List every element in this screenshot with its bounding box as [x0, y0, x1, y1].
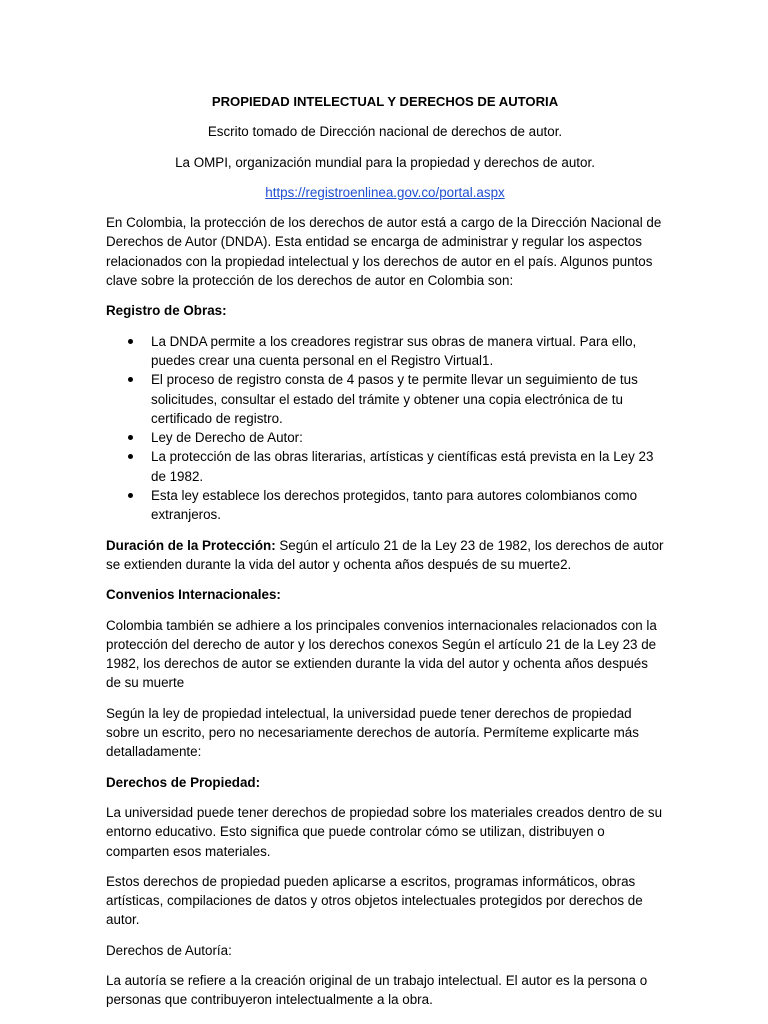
autoria-paragraph: La autoría se refiere a la creación original de un trabajo intelectual. El autor es la persona o personas que contribuyeron intelectualmente a la obra. [106, 972, 648, 1008]
list-item-text: El proceso de registro consta de 4 pasos y te permite llevar un seguimiento de tus solicitudes, consultar el estado del trámite y obtener una copia electrónica de tu certificado de registro. [151, 372, 638, 426]
autoria-heading: Derechos de Autoría: [106, 942, 232, 958]
propiedad-paragraph-2: Estos derechos de propiedad pueden aplicarse a escritos, programas informáticos, obras artísticas, compilaciones de datos y otros objetos intelectuales protegidos por derechos de autor. [106, 873, 643, 928]
list-item [106, 332, 664, 371]
ley-paragraph: Según la ley de propiedad intelectual, la universidad puede tener derechos de propiedad sobre un escrito, pero no necesariamente derechos de autoría. Permíteme explicarte más detalladamente: [106, 705, 639, 760]
convenios-heading: Convenios Internacionales: [106, 587, 281, 603]
propiedad-heading: Derechos de Propiedad: [106, 774, 261, 790]
ompi-line: La OMPI, organización mundial para la propiedad y derechos de autor. [175, 154, 595, 170]
bullet-icon [128, 493, 133, 498]
list-item [106, 486, 664, 525]
propiedad-paragraph-1: La universidad puede tener derechos de propiedad sobre los materiales creados dentro de su entorno educativo. Esto significa que puede controlar cómo se utilizan, distribuyen o comparten esos materiales. [106, 804, 663, 859]
document-title: PROPIEDAD INTELECTUAL Y DERECHOS DE AUTORIA [211, 94, 559, 109]
bullet-icon [128, 377, 133, 382]
link-line [106, 183, 664, 202]
list-item-text: Ley de Derecho de Autor: [151, 430, 303, 446]
bullet-icon [128, 339, 133, 344]
registro-heading: Registro de Obras: [106, 303, 227, 319]
list-item [106, 447, 664, 486]
list-item [106, 370, 664, 428]
list-item-text: La DNDA permite a los creadores registrar sus obras de manera virtual. Para ello, puedes crear una cuenta personal en el Registro Virtual1. [151, 333, 637, 368]
bullet-icon [128, 454, 133, 459]
duracion-label: Duración de la Protección: [106, 537, 276, 553]
source-line: Escrito tomado de Dirección nacional de derechos de autor. [207, 124, 563, 140]
list-item-text: La protección de las obras literarias, artísticas y científicas está prevista en la Ley 23 de 1982. [151, 449, 654, 484]
registro-link[interactable]: https://registroenlinea.gov.co/portal.aspx [265, 184, 505, 200]
list-item [106, 428, 664, 447]
duracion-paragraph [106, 536, 664, 575]
bullet-icon [128, 435, 133, 440]
intro-paragraph: En Colombia, la protección de los derechos de autor está a cargo de la Dirección Nacional de Derechos de Autor (DNDA). Esta entidad se encarga de administrar y regular los aspectos relacionados con la propiedad intelectual y los derechos de autor en el país. Algunos puntos clave sobre la protección de los derechos de autor en Colombia son: [106, 215, 662, 289]
list-item-text: Esta ley establece los derechos protegidos, tanto para autores colombianos como extranjeros. [151, 488, 638, 523]
registro-list [106, 332, 664, 525]
convenios-paragraph: Colombia también se adhiere a los principales convenios internacionales relacionados con la protección del derecho de autor y los derechos conexos Según el artículo 21 de la Ley 23 de 1982, los derechos de autor se extienden durante la vida del autor y ochenta años después de su muerte [106, 617, 657, 691]
duracion-text: Según el artículo 21 de la Ley 23 de 1982, los derechos de autor se extienden durante la vida del autor y ochenta años después de su muerte2. [106, 537, 664, 572]
